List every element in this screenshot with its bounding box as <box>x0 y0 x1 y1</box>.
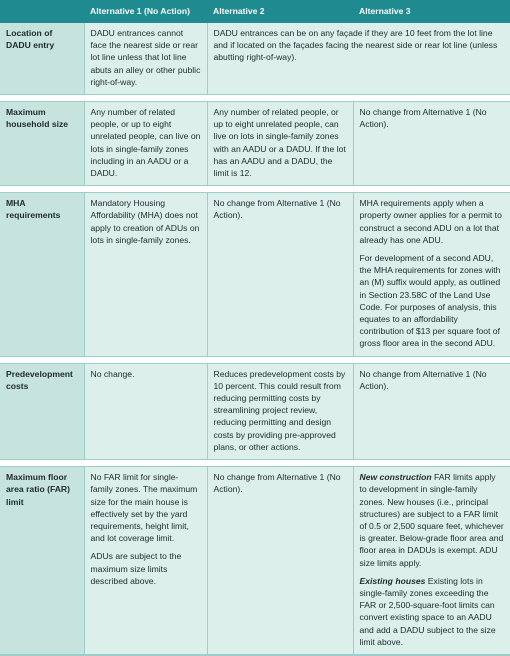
new-construction-lead: New construction <box>359 472 432 483</box>
header-empty-cell <box>0 0 84 23</box>
alt3-cell <box>353 193 510 356</box>
alt1-cell: No change. <box>84 363 207 459</box>
alt3-cell: No change from Alternative 1 (No Action). <box>353 102 510 186</box>
alt2-cell: Reduces predevelopment costs by 10 percent. This could result from reducing permitting costs by streamlining project review, reducing permitting and design costs by providing pre-approved plans, or other actions. <box>207 363 353 459</box>
table-row <box>0 23 510 95</box>
alt2-alt3-merged-cell: DADU entrances can be on any façade if they are 10 feet from the lot line and if located on the façades facing the nearest side or rear lot line (unless abutting right-of-way). <box>207 23 510 95</box>
existing-houses-lead: Existing houses <box>359 575 426 586</box>
table-row <box>0 193 510 356</box>
alt3-cell: No change from Alternative 1 (No Action). <box>353 363 510 459</box>
header-alternative-1: Alternative 1 (No Action) <box>84 0 207 23</box>
table-row <box>0 363 510 459</box>
alt1-paragraph: ADUs are subject to the maximum size limits described above. <box>90 551 182 586</box>
alt1-cell: DADU entrances cannot face the nearest side or rear lot line unless that lot line abuts an alley or other public right-of-way. <box>84 23 207 95</box>
row-label: Location of DADU entry <box>0 23 84 95</box>
alt2-cell: Any number of related people, or up to eight unrelated people, can live on lots in single-family zones with an AADU or a DADU. If the lot has an AADU and a DADU, the limit is 12. <box>207 102 353 186</box>
existing-houses-text: Existing lots in single-family zones exceeding the FAR or 2,500-square-foot limits can convert existing space to an AADU and add a DADU subject to the size limit above. <box>359 575 496 647</box>
row-separator <box>0 460 510 467</box>
row-label: Maximum floor area ratio (FAR) limit <box>0 467 84 654</box>
row-separator <box>0 356 510 363</box>
row-separator <box>0 186 510 193</box>
alt1-cell <box>84 467 207 654</box>
alt3-cell <box>353 467 510 654</box>
new-construction-text: FAR limits apply to development in single-family zones. New houses (i.e., principal structures) are subject to a FAR limit of 0.5 or 2,500 square feet, whichever is greater. Below-grade floor area and floor area in DADUs is exempt. ADU size limits apply. <box>359 472 504 568</box>
alt2-cell: No change from Alternative 1 (No Action). <box>207 467 353 654</box>
alt3-paragraph <box>360 575 505 648</box>
header-alternative-3: Alternative 3 <box>353 0 510 23</box>
row-separator <box>0 95 510 102</box>
row-label: Predevelopment costs <box>0 363 84 459</box>
alt1-paragraph: No FAR limit for single-family zones. The maximum size for the main house is effectively set by the yard requirements, height limit, and lot coverage limit. <box>90 472 198 544</box>
alt3-paragraph: For development of a second ADU, the MHA requirements for zones with an (M) suffix would apply, as outlined in Section 23.58C of the Land Use Code. For purposes of analysis, this equates to an affordability contribution of $13 per square foot of gross floor area in the second ADU. <box>359 253 501 349</box>
alt3-paragraph <box>360 471 505 569</box>
row-label: Maximum household size <box>0 102 84 186</box>
alt3-paragraph: MHA requirements apply when a property owner applies for a permit to construct a second ADU on a lot that already has one ADU. <box>359 198 502 245</box>
row-label: MHA requirements <box>0 193 84 356</box>
table-row <box>0 467 510 654</box>
table-row <box>0 102 510 186</box>
header-alternative-2: Alternative 2 <box>207 0 353 23</box>
alt2-cell: No change from Alternative 1 (No Action). <box>207 193 353 356</box>
table-header-row <box>0 0 510 23</box>
alt1-cell: Any number of related people, or up to eight unrelated people, can live on lots in single-family zones including in an AADU or a DADU. <box>84 102 207 186</box>
alt1-cell: Mandatory Housing Affordability (MHA) does not apply to creation of ADUs on lots in single-family zones. <box>84 193 207 356</box>
